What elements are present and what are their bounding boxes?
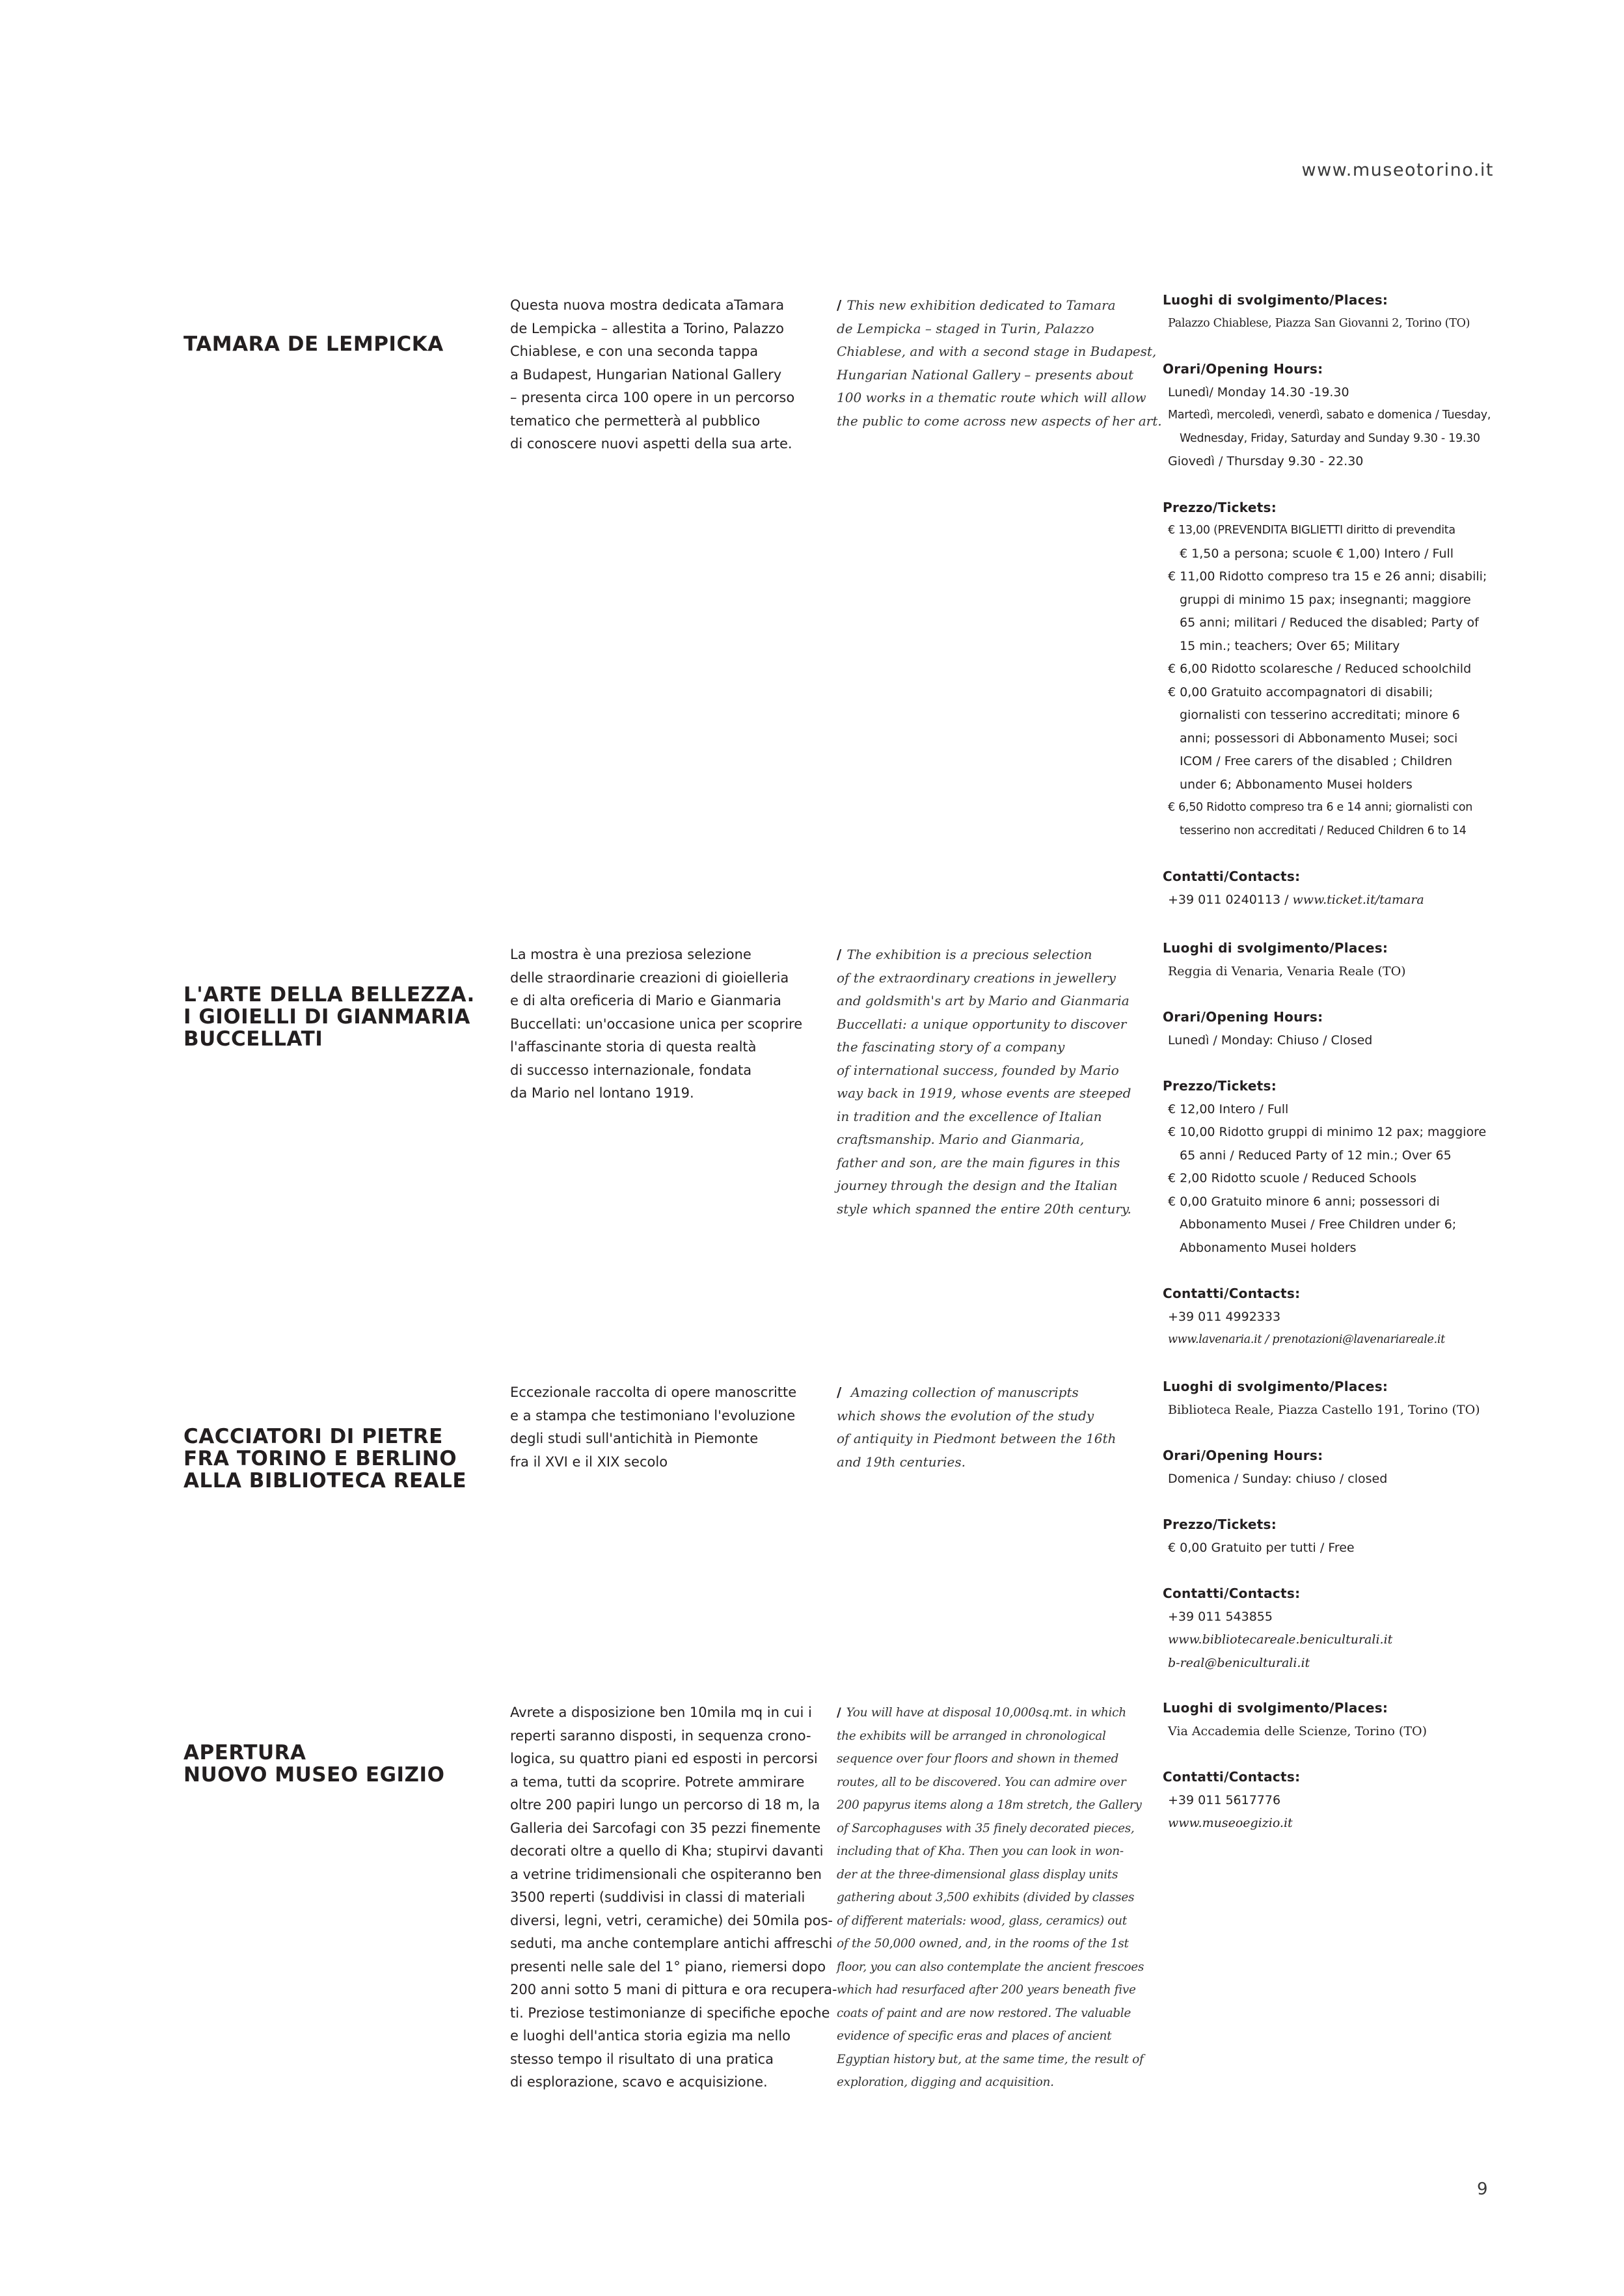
contacts-group — [1163, 1582, 1501, 1675]
text-line: / This new exhibition dedicated to Tamara — [837, 297, 1116, 313]
text-line: presenti nelle sale del 1° piano, riemersi dopo — [510, 1958, 826, 1975]
text-line: 200 papyrus items along a 18m stretch, the Gallery — [837, 1798, 1142, 1812]
text-line: di conoscere nuovi aspetti della sua arte. — [510, 436, 792, 452]
places-group — [1163, 1375, 1501, 1422]
contact-email-link[interactable]: b-real@beniculturali.it — [1168, 1655, 1310, 1670]
text-line: Chiablese, and with a second stage in Budapest, — [837, 344, 1157, 359]
title-line: CACCIATORI DI PIETRE — [183, 1425, 443, 1448]
hours-group — [1163, 1444, 1501, 1491]
tickets-label: Prezzo/Tickets: — [1163, 499, 1277, 515]
text-line: degli studi sull'antichità in Piemonte — [510, 1431, 759, 1446]
text-line: diversi, legni, vetri, ceramiche) dei 50mila pos- — [510, 1912, 833, 1928]
text-line: floor, you can also contemplate the ancient frescoes — [837, 1960, 1144, 1974]
places-group — [1163, 1697, 1501, 1743]
title-line: I GIOIELLI DI GIANMARIA — [183, 1005, 470, 1029]
title-line: TAMARA DE LEMPICKA — [183, 332, 444, 356]
hours-label: Orari/Opening Hours: — [1163, 361, 1323, 377]
text-line: seduti, ma anche contemplare antichi affreschi — [510, 1936, 833, 1951]
ticket-line: Abbonamento Musei holders — [1180, 1240, 1357, 1255]
text-line: 3500 reperti (suddivisi in classi di materiali — [510, 1889, 805, 1905]
exhibition-title — [183, 984, 489, 1050]
tickets-group — [1163, 1075, 1501, 1260]
text-line: evidence of specific eras and places of ancient — [837, 2029, 1112, 2043]
text-line: a tema, tutti da scoprire. Potrete ammirare — [510, 1774, 805, 1790]
text-line: which had resurfaced after 200 years beneath five — [837, 1983, 1136, 1997]
ticket-line: € 10,00 Ridotto gruppi di minimo 12 pax; maggiore — [1168, 1125, 1487, 1139]
text-line: der at the three-dimensional glass display units — [837, 1867, 1118, 1882]
text-line: Galleria dei Sarcofagi con 35 pezzi finemente — [510, 1820, 821, 1836]
text-line: / You will have at disposal 10,000sq.mt. in which — [837, 1706, 1126, 1720]
tickets-group — [1163, 496, 1501, 843]
text-line: coats of paint and are now restored. The valuable — [837, 2006, 1131, 2020]
text-line: delle straordinarie creazioni di gioielleria — [510, 969, 789, 986]
contacts-group — [1163, 865, 1501, 912]
ticket-line: € 6,00 Ridotto scolaresche / Reduced schoolchild — [1168, 662, 1472, 676]
text-line: da Mario nel lontano 1919. — [510, 1085, 694, 1101]
title-line: ALLA BIBLIOTECA REALE — [183, 1469, 467, 1492]
ticket-line: tesserino non accreditati / Reduced Children 6 to 14 — [1180, 824, 1467, 837]
text-line: and 19th centuries. — [837, 1453, 966, 1470]
text-line: Hungarian National Gallery – presents about — [837, 366, 1134, 383]
contact-website-link[interactable]: www.museoegizio.it — [1168, 1816, 1293, 1830]
hours-value: Martedì, mercoledì, venerdì, sabato e domenica / Tuesday, — [1168, 409, 1491, 422]
text-line: / The exhibition is a precious selection — [837, 947, 1092, 962]
text-line: journey through the design and the Italian — [837, 1178, 1118, 1193]
ticket-line: 15 min.; teachers; Over 65; Military — [1180, 638, 1400, 653]
english-description — [837, 1701, 1156, 2094]
text-line: the exhibits will be arranged in chronological — [837, 1729, 1106, 1743]
english-description — [837, 943, 1156, 1221]
ticket-line: € 2,00 Ridotto scuole / Reduced Schools — [1168, 1171, 1417, 1185]
ticket-line: 65 anni / Reduced Party of 12 min.; Over 65 — [1180, 1148, 1452, 1163]
ticket-line: under 6; Abbonamento Musei holders — [1180, 777, 1413, 792]
text-line: sequence over four floors and shown in themed — [837, 1752, 1119, 1766]
contact-phone: +39 011 543855 — [1168, 1609, 1273, 1624]
contacts-value — [1163, 889, 1501, 912]
ticket-line: € 6,50 Ridotto compreso tra 6 e 14 anni; giornalisti con — [1168, 801, 1473, 814]
text-line: oltre 200 papiri lungo un percorso di 18 m, la — [510, 1797, 820, 1813]
text-line: e a stampa che testimoniano l'evoluzione — [510, 1407, 796, 1424]
slash-mark: / — [837, 1384, 842, 1400]
italian-description — [510, 943, 822, 1105]
text-line: routes, all to be discovered. You can admire over — [837, 1775, 1126, 1789]
slash-mark: / — [837, 1706, 841, 1720]
text-line: l'affascinante storia di questa realtà — [510, 1039, 757, 1055]
places-value: Biblioteca Reale, Piazza Castello 191, Torino (TO) — [1168, 1402, 1480, 1417]
text-line: di esplorazione, scavo e acquisizione. — [510, 2074, 768, 2090]
text-line: / Amazing collection of manuscripts — [837, 1384, 1079, 1400]
text-line: of international success, founded by Mario — [837, 1062, 1119, 1078]
text-line: Chiablese, e con una seconda tappa — [510, 344, 759, 359]
text-line: Avrete a disposizione ben 10mila mq in cui i — [510, 1705, 812, 1720]
text-line: Egyptian history but, at the same time, the result of — [837, 2052, 1144, 2066]
text-line: ti. Preziose testimonianze di specifiche epoche — [510, 2005, 830, 2021]
text-line: di successo internazionale, fondata — [510, 1062, 752, 1078]
text-line: exploration, digging and acquisition. — [837, 2075, 1054, 2089]
places-group — [1163, 937, 1501, 983]
text-line: de Lempicka – staged in Turin, Palazzo — [837, 320, 1094, 336]
ticket-line: giornalisti con tesserino accreditati; minore 6 — [1180, 708, 1460, 722]
text-line: e luoghi dell'antica storia egizia ma nello — [510, 2028, 791, 2044]
contacts-label: Contatti/Contacts: — [1163, 1769, 1301, 1785]
contact-phone: +39 011 4992333 — [1168, 1309, 1281, 1324]
places-label: Luoghi di svolgimento/Places: — [1163, 940, 1388, 956]
text-line: Buccellati: un'occasione unica per scoprire — [510, 1016, 803, 1032]
places-value: Via Accademia delle Scienze, Torino (TO) — [1168, 1723, 1428, 1738]
italian-description — [510, 1381, 822, 1474]
places-label: Luoghi di svolgimento/Places: — [1163, 1700, 1388, 1716]
hours-value: Lunedì / Monday: Chiuso / Closed — [1168, 1033, 1373, 1047]
text-line: Buccellati: a unique opportunity to discover — [837, 1016, 1127, 1032]
hours-label: Orari/Opening Hours: — [1163, 1448, 1323, 1463]
ticket-line: anni; possessori di Abbonamento Musei; soci — [1180, 731, 1458, 746]
title-line: NUOVO MUSEO EGIZIO — [183, 1763, 445, 1787]
practical-info — [1163, 1697, 1501, 1858]
title-line: BUCCELLATI — [183, 1027, 323, 1051]
contacts-label: Contatti/Contacts: — [1163, 1586, 1301, 1601]
places-value: Reggia di Venaria, Venaria Reale (TO) — [1168, 964, 1406, 979]
english-description — [837, 294, 1162, 433]
text-line: and goldsmith's art by Mario and Gianmaria — [837, 993, 1130, 1008]
text-line: of different materials: wood, glass, ceramics) out — [837, 1913, 1127, 1928]
text-line: 200 anni sotto 5 mani di pittura e ora recupera- — [510, 1982, 837, 1997]
text-line: decorati oltre a quello di Kha; stupirvi davanti — [510, 1843, 824, 1859]
text-line: of the extraordinary creations in jewellery — [837, 969, 1116, 986]
text-line: tematico che permetterà al pubblico — [510, 412, 761, 429]
ticket-line: € 1,50 a persona; scuole € 1,00) Intero / Full — [1180, 546, 1454, 561]
italian-description — [510, 294, 822, 456]
ticket-line: € 13,00 (PREVENDITA BIGLIETTI diritto di prevendita — [1168, 524, 1455, 537]
contacts-label: Contatti/Contacts: — [1163, 869, 1301, 884]
exhibition-title — [183, 1425, 489, 1492]
site-url[interactable]: www.museotorino.it — [1301, 160, 1494, 180]
ticket-line: € 0,00 Gratuito minore 6 anni; possessori di — [1168, 1194, 1440, 1209]
text-line: in tradition and the excellence of Italian — [837, 1108, 1102, 1124]
tickets-label: Prezzo/Tickets: — [1163, 1517, 1277, 1532]
hours-value: Wednesday, Friday, Saturday and Sunday 9.30 - 19.30 — [1180, 431, 1480, 445]
text-line: style which spanned the entire 20th century. — [837, 1200, 1131, 1217]
text-line: a Budapest, Hungarian National Gallery — [510, 366, 782, 383]
hours-group — [1163, 1006, 1501, 1052]
text-line: Questa nuova mostra dedicata aTamara — [510, 297, 785, 313]
contact-website-link[interactable]: www.bibliotecareale.beniculturali.it — [1168, 1632, 1393, 1647]
exhibition-title — [183, 333, 489, 355]
hours-value: Giovedì / Thursday 9.30 - 22.30 — [1168, 454, 1364, 468]
text-line: craftsmanship. Mario and Gianmaria, — [837, 1131, 1085, 1147]
text-line: gathering about 3,500 exhibits (divided by classes — [837, 1891, 1135, 1904]
hours-value: Lunedì/ Monday 14.30 -19.30 — [1168, 385, 1349, 399]
text-line: 100 works in a thematic route which will allow — [837, 390, 1146, 405]
text-line: fra il XVI e il XIX secolo — [510, 1453, 668, 1470]
title-line: APERTURA — [183, 1741, 306, 1764]
ticket-line: € 0,00 Gratuito per tutti / Free — [1168, 1540, 1355, 1555]
contacts-group — [1163, 1766, 1501, 1835]
places-label: Luoghi di svolgimento/Places: — [1163, 292, 1388, 308]
places-group — [1163, 289, 1501, 335]
text-line: reperti saranno disposti, in sequenza crono- — [510, 1727, 811, 1744]
ticket-line: € 11,00 Ridotto compreso tra 15 e 26 anni; disabili; — [1168, 569, 1487, 584]
ticket-line: Abbonamento Musei / Free Children under 6; — [1180, 1217, 1457, 1232]
text-line: of Sarcophaguses with 35 finely decorated pieces, — [837, 1821, 1135, 1835]
contacts-group — [1163, 1282, 1501, 1352]
text-line: La mostra è una preziosa selezione — [510, 947, 751, 962]
hours-label: Orari/Opening Hours: — [1163, 1009, 1323, 1025]
text-line: the public to come across new aspects of her art. — [837, 412, 1162, 429]
title-line: L'ARTE DELLA BELLEZZA. — [183, 983, 475, 1006]
text-line: including that of Kha. Then you can look in won- — [837, 1844, 1124, 1858]
text-line: which shows the evolution of the study — [837, 1407, 1094, 1424]
tickets-group — [1163, 1513, 1501, 1560]
ticket-line: ICOM / Free carers of the disabled ; Children — [1180, 754, 1453, 768]
text-line: – presenta circa 100 opere in un percorso — [510, 390, 795, 405]
text-line: stesso tempo il risultato di una pratica — [510, 2051, 774, 2067]
places-label: Luoghi di svolgimento/Places: — [1163, 1379, 1388, 1394]
ticket-line: € 12,00 Intero / Full — [1168, 1101, 1289, 1116]
places-value: Palazzo Chiablese, Piazza San Giovanni 2, Torino (TO) — [1168, 316, 1470, 330]
ticket-line: 65 anni; militari / Reduced the disabled; Party of — [1180, 615, 1479, 630]
hours-value: Domenica / Sunday: chiuso / closed — [1168, 1471, 1388, 1486]
contact-website-link[interactable]: www.lavenaria.it / prenotazioni@lavenariareale.it — [1168, 1333, 1445, 1346]
text-line: father and son, are the main figures in this — [837, 1154, 1120, 1170]
text-line: de Lempicka – allestita a Torino, Palazzo — [510, 320, 784, 336]
slash-mark: / — [837, 947, 842, 962]
title-line: FRA TORINO E BERLINO — [183, 1447, 457, 1470]
practical-info — [1163, 937, 1501, 1375]
contact-phone: +39 011 0240113 / — [1168, 892, 1293, 907]
english-description — [837, 1381, 1156, 1474]
page-number: 9 — [1477, 2180, 1488, 2199]
text-line: way back in 1919, whose events are steeped — [837, 1085, 1131, 1101]
text-line: the fascinating story of a company — [837, 1039, 1065, 1055]
practical-info — [1163, 289, 1501, 934]
contact-website-link[interactable]: www.ticket.it/tamara — [1292, 892, 1424, 907]
ticket-line: € 0,00 Gratuito accompagnatori di disabili; — [1168, 684, 1433, 699]
contacts-label: Contatti/Contacts: — [1163, 1286, 1301, 1301]
contact-phone: +39 011 5617776 — [1168, 1792, 1281, 1807]
text-line: of antiquity in Piedmont between the 16th — [837, 1431, 1116, 1446]
ticket-line: gruppi di minimo 15 pax; insegnanti; maggiore — [1180, 592, 1471, 607]
text-line: e di alta oreficeria di Mario e Gianmaria — [510, 993, 781, 1008]
hours-group — [1163, 358, 1501, 474]
exhibition-title — [183, 1742, 489, 1786]
text-line: of the 50,000 owned, and, in the rooms of the 1st — [837, 1937, 1129, 1951]
italian-description — [510, 1701, 837, 2094]
slash-mark: / — [837, 297, 842, 313]
text-line: a vetrine tridimensionali che ospiteranno ben — [510, 1866, 822, 1882]
text-line: Eccezionale raccolta di opere manoscritte — [510, 1384, 797, 1400]
practical-info — [1163, 1375, 1501, 1697]
text-line: logica, su quattro piani ed esposti in percorsi — [510, 1751, 818, 1766]
tickets-label: Prezzo/Tickets: — [1163, 1078, 1277, 1094]
